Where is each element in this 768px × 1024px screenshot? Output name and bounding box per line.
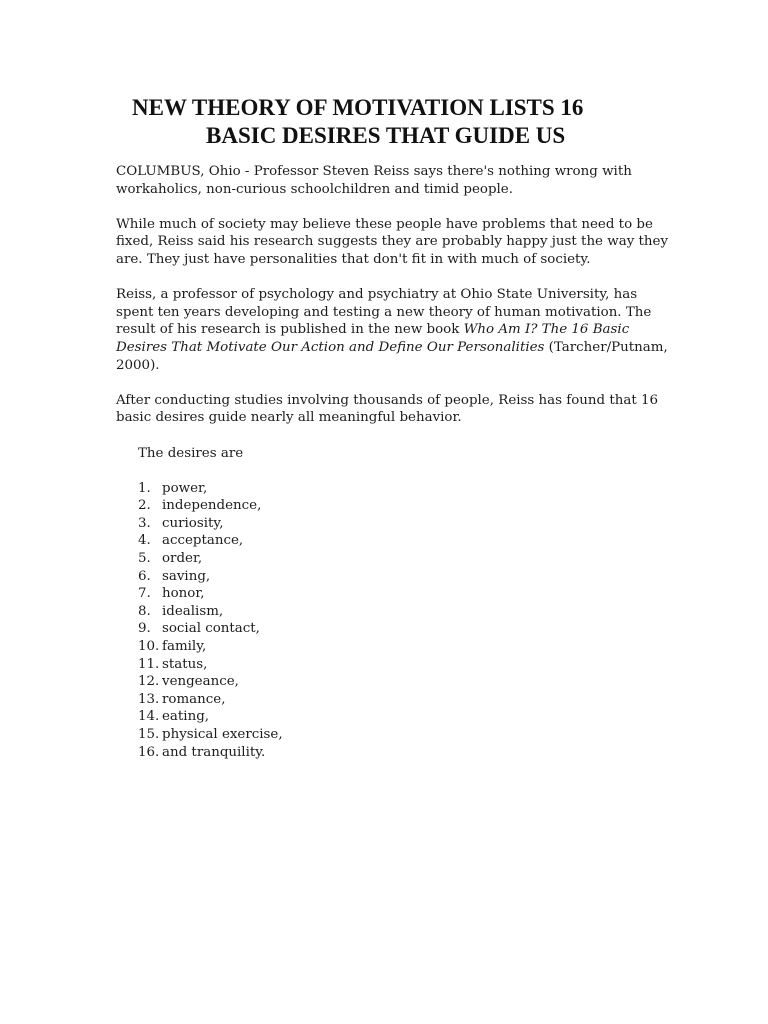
title-line-2: BASIC DESIRES THAT GUIDE US [206, 123, 566, 148]
list-item-number: 1. [138, 480, 151, 496]
list-item-text: status, [162, 656, 208, 672]
desires-intro: The desires are [138, 445, 244, 461]
list-item-number: 15. [138, 727, 160, 742]
page-title [116, 94, 676, 150]
list-item-text: eating, [162, 709, 210, 725]
list-item-text: order, [162, 551, 203, 567]
list-item-text: curiosity, [162, 515, 224, 531]
list-item [138, 497, 676, 515]
list-item-text: vengeance, [162, 674, 239, 690]
paragraph-intro: COLUMBUS, Ohio - Professor Steven Reiss says there's nothing wrong with workaholics, non-curious schoolchildren and timid people. [116, 164, 632, 197]
list-item-text: acceptance, [162, 533, 244, 549]
desire-list [116, 480, 676, 762]
article-body [116, 163, 676, 761]
list-item [138, 603, 676, 621]
list-item-number: 14. [138, 709, 160, 725]
list-item [138, 744, 676, 762]
list-item [138, 656, 676, 674]
list-item-number: 2. [138, 498, 151, 514]
title-line-1: NEW THEORY OF MOTIVATION LISTS 16 [132, 95, 584, 120]
list-item [138, 532, 676, 550]
list-item-number: 4. [138, 533, 151, 549]
list-item [138, 585, 676, 603]
list-item-text: saving, [162, 568, 211, 584]
list-item-number: 7. [138, 586, 151, 602]
list-item-number: 11. [138, 656, 160, 672]
list-item [138, 480, 676, 498]
list-item [138, 515, 676, 533]
paragraph-society: While much of society may believe these people have problems that need to be fixed, Reiss said his research suggests they are probably happy just the way they are. They just have personalities that don't fit in with much of society. [116, 216, 669, 267]
list-item [138, 708, 676, 726]
list-item-text: honor, [162, 586, 205, 602]
list-item-text: romance, [162, 691, 226, 707]
list-item-text: power, [162, 480, 208, 496]
list-item-number: 6. [138, 568, 151, 584]
list-item-number: 8. [138, 603, 151, 619]
list-item-number: 3. [138, 515, 151, 531]
paragraph-book-lead: Reiss, a professor of psychology and psychiatry at Ohio State University, has spent ten years developing and testing a new theory of human motivation. The result of his research is published in the new book [116, 287, 652, 338]
list-item [138, 568, 676, 586]
list-item-number: 12. [138, 674, 160, 690]
list-item-number: 5. [138, 551, 151, 567]
paragraph-findings: After conducting studies involving thousands of people, Reiss has found that 16 basic desires guide nearly all meaningful behavior. [116, 392, 659, 426]
list-item-number: 13. [138, 691, 160, 707]
list-item [138, 673, 676, 691]
paragraph-book-publisher: (Tarcher/Putnam, 2000). [116, 339, 668, 373]
list-item-text: independence, [162, 498, 262, 514]
list-item-text: physical exercise, [162, 727, 283, 742]
list-item [138, 550, 676, 568]
list-item [138, 620, 676, 638]
list-item [138, 726, 676, 744]
list-item-text: family, [162, 639, 207, 655]
list-item-number: 16. [138, 744, 160, 760]
paragraph-book [116, 286, 676, 374]
list-item-text: social contact, [162, 621, 260, 637]
list-item-number: 10. [138, 639, 160, 655]
list-item-text: idealism, [162, 603, 224, 619]
list-item [138, 638, 676, 656]
book-title: Who Am I? The 16 Basic Desires That Motivate Our Action and Define Our Personalities [116, 322, 630, 355]
list-item-text: and tranquility. [162, 744, 266, 760]
list-item-number: 9. [138, 621, 151, 637]
list-item [138, 691, 676, 709]
